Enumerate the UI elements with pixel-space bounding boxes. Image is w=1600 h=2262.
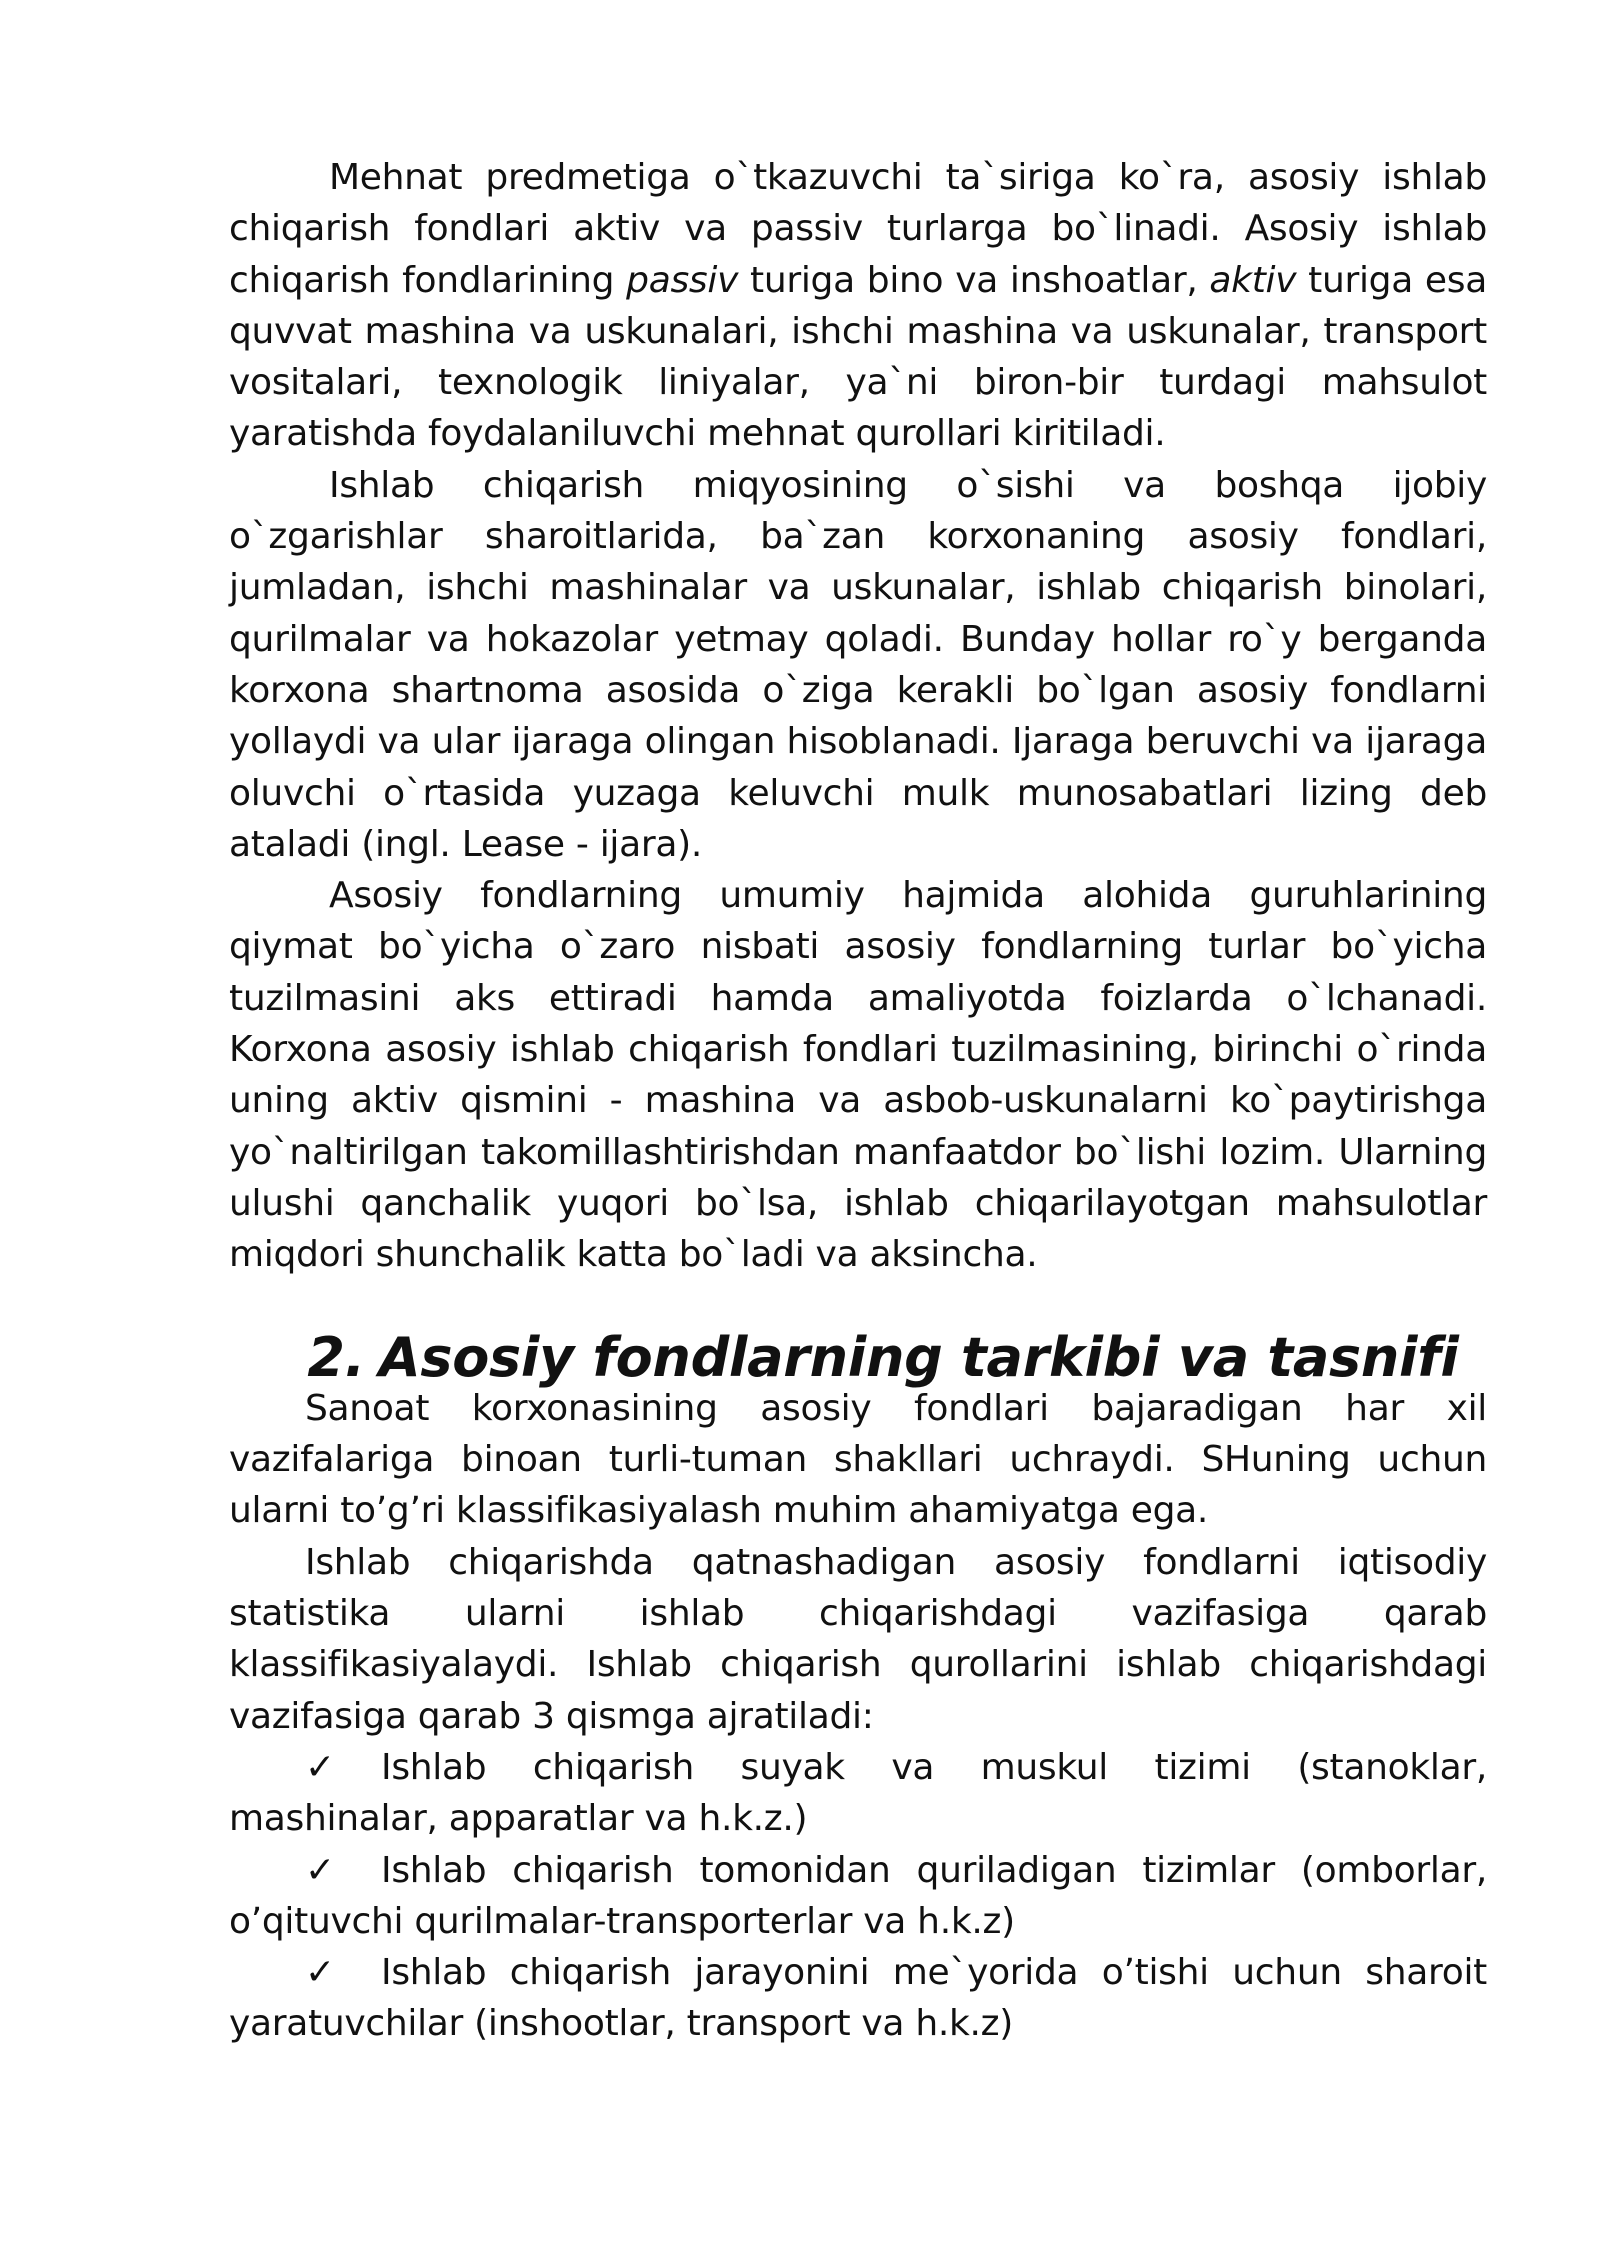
document-page: [229, 152, 1487, 2050]
paragraph-text: turiga bino va inshoatlar,: [738, 259, 1210, 301]
list-item: [229, 1845, 1487, 1948]
list-item: [229, 1947, 1487, 2050]
paragraph-leasing: Ishlab chiqarish miqyosining o`sishi va boshqa ijobiy o`zgarishlar sharoitlarida, ba`zan korxonaning asosiy fondlari, jumladan, ishchi mashinalar va uskunalar, ishlab chiqarish binolari, qurilmalar va hokazolar yetmay qoladi. Bunday hollar ro`y berganda korxona shartnoma asosida o`ziga kerakli bo`lgan asosiy fondlarni yollaydi va ular ijaraga olingan hisoblanadi. Ijaraga beruvchi va ijaraga oluvchi o`rtasida yuzaga keluvchi mulk munosabatlari lizing deb ataladi (ingl. Lease - ijara).: [229, 464, 1487, 865]
paragraph-fund-types: [229, 152, 1487, 460]
section-title: Asosiy fondlarning tarkibi va tasnifi: [378, 1325, 1459, 1389]
term-aktiv: aktiv: [1209, 259, 1297, 301]
section-heading: [229, 1325, 1487, 1389]
paragraph-structure: Asosiy fondlarning umumiy hajmida alohida guruhlarining qiymat bo`yicha o`zaro nisbati asosiy fondlarning turlar bo`yicha tuzilmasini aks ettiradi hamda amaliyotda foizlarda o`lchanadi. Korxona asosiy ishlab chiqarish fondlari tuzilmasining, birinchi o`rinda uning aktiv qismini - mashina va asbob-uskunalarni ko`paytirishga yo`naltirilgan takomillashtirishdan manfaatdor bo`lishi lozim. Ularning ulushi qanchalik yuqori bo`lsa, ishlab chiqarilayotgan mahsulotlar miqdori shunchalik katta bo`ladi va aksincha.: [229, 875, 1487, 1276]
check-icon: ✓: [305, 1746, 335, 1788]
check-icon: ✓: [305, 1952, 335, 1994]
list-item-text: Ishlab chiqarish jarayonini me`yorida o’tishi uchun sharoit yaratuvchilar (inshootlar, transport va h.k.z): [229, 1952, 1487, 2045]
term-passiv: passiv: [626, 259, 739, 301]
paragraph-classification: Ishlab chiqarishda qatnashadigan asosiy fondlarni iqtisodiy statistika ularni ishlab chiqarishdagi vazifasiga qarab klassifikasiyalaydi. Ishlab chiqarish qurollarini ishlab chiqarishdagi vazifasiga qarab 3 qismga ajratiladi:: [229, 1541, 1487, 1737]
list-item-text: Ishlab chiqarish tomonidan quriladigan tizimlar (omborlar, o’qituvchi qurilmalar-transporterlar va h.k.z): [229, 1849, 1487, 1942]
list-item-text: Ishlab chiqarish suyak va muskul tizimi (stanoklar, mashinalar, apparatlar va h.k.z.): [229, 1746, 1487, 1840]
paragraph-text: Mehnat predmetiga o`tkazuvchi ta`siriga ko`ra, asosiy ishlab chiqarish fondlari aktiv va passiv turlarga bo`linadi. Asosiy ishlab chiqarish fondlarining: [229, 157, 1487, 301]
section-number: 2.: [307, 1325, 365, 1389]
list-item: [229, 1742, 1487, 1845]
paragraph-text: turiga esa quvvat mashina va uskunalari, ishchi mashina va uskunalar, transport vositalari, texnologik liniyalar, ya`ni biron-bir turdagi mahsulot yaratishda foydalaniluvchi mehnat qurollari kiritiladi.: [229, 259, 1487, 455]
check-icon: ✓: [305, 1849, 335, 1891]
paragraph-classification-intro: Sanoat korxonasining asosiy fondlari bajaradigan har xil vazifalariga binoan turli-tuman shakllari uchraydi. SHuning uchun ularni to’g’ri klassifikasiyalash muhim ahamiyatga ega.: [229, 1387, 1487, 1532]
